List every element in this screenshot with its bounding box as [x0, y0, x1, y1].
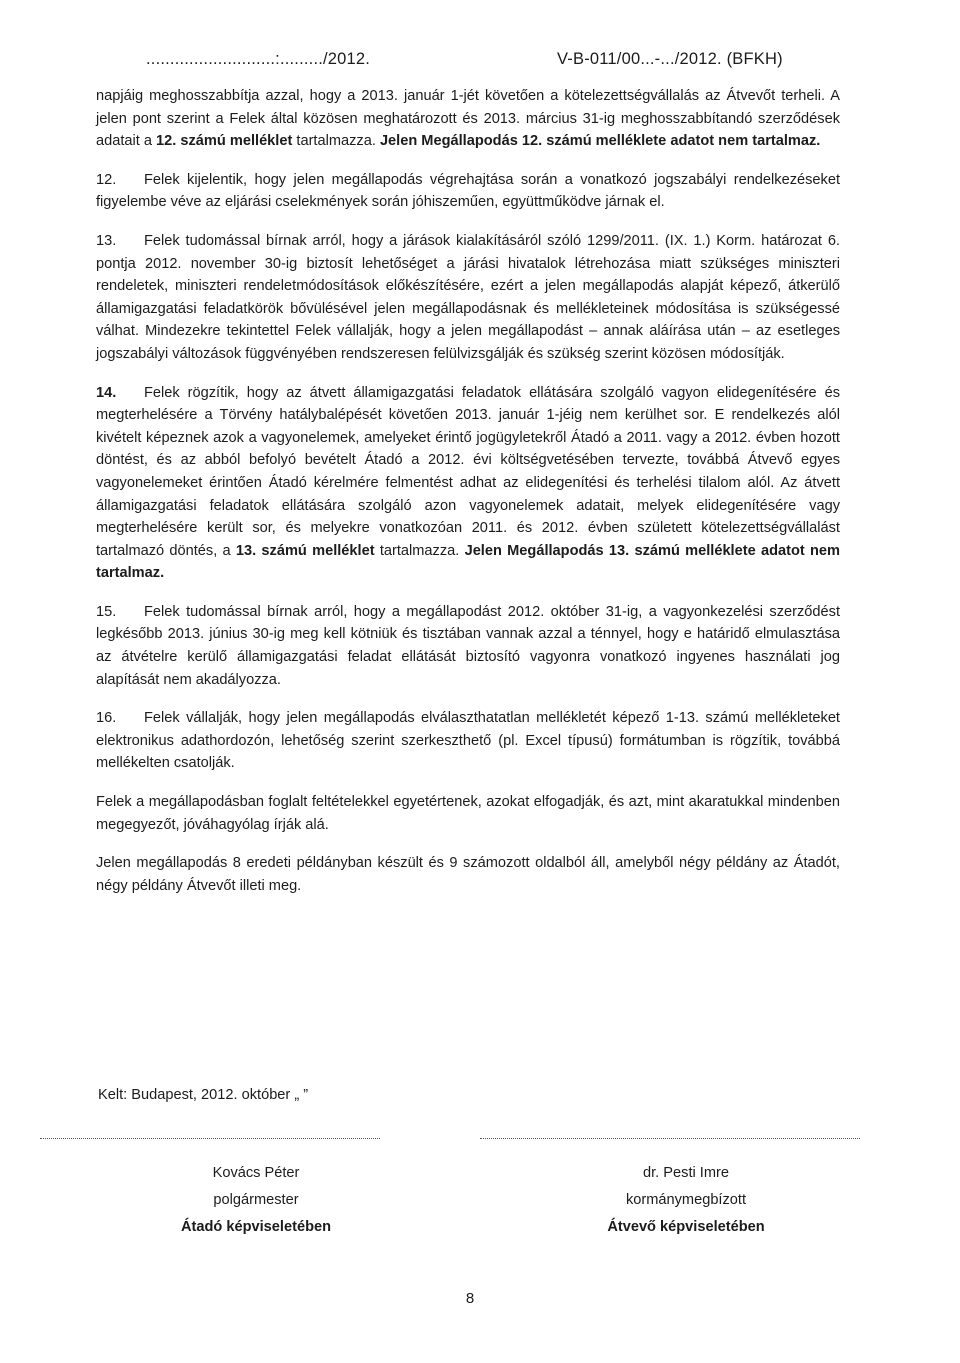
paragraph-number: 16.	[96, 710, 117, 727]
page-number: 8	[465, 1290, 475, 1307]
paragraph-text: tartalmazza.	[374, 542, 465, 559]
document-body	[96, 85, 840, 897]
paragraph-16	[96, 707, 840, 775]
signature-line-right	[480, 1138, 860, 1139]
signatory-party: Átadó képviseletében	[180, 1219, 332, 1235]
signature-line-left	[40, 1138, 380, 1139]
paragraph-13	[96, 230, 840, 366]
paragraph-text: tartalmazza.	[292, 133, 380, 150]
signatory-party: Átvevő képviseletében	[607, 1219, 765, 1235]
paragraph-continuation	[96, 85, 840, 153]
paragraph-text: Felek kijelentik, hogy jelen megállapodás végrehajtása során a vonatkozó jogszabályi rendelkezéseket figyelembe véve az eljárási cselekmények során jóhiszeműen, együttműködve járnak el.	[96, 171, 840, 211]
paragraph-text: Felek vállalják, hogy jelen megállapodás elválaszthatatlan mellékletét képező 1-13. számú mellékleteket elektronikus adathordozón, lehetőség szerint szerkeszthető (pl. Excel típusú) formátumban is rögzítik, továbbá mellékelten csatolják.	[96, 710, 840, 772]
paragraph-number: 15.	[96, 603, 117, 620]
bold-note: Jelen Megállapodás 13. számú melléklete adatot nem tartalmaz.	[96, 542, 840, 582]
paragraph-text: Felek tudomással bírnak arról, hogy a megállapodást 2012. október 31-ig, a vagyonkezelési szerződést legkésőbb 2013. június 30-ig meg kell kötniük és tisztában vannak azzal a ténnyel, hogy e határidő elmulasztása az átvételre kerülő államigazgatási feladat ellátását biztosító vagyonra vonatkozó ingyenes használati jog alapítását nem akadályozza.	[96, 603, 840, 688]
paragraph-agreement: Felek a megállapodásban foglalt feltételekkel egyetértenek, azokat elfogadják, és azt, mint akaratukkal mindenben megegyezőt, jóváhagyólag írják alá.	[96, 794, 840, 833]
bold-reference: 12. számú melléklet	[156, 133, 293, 150]
paragraph-14	[96, 382, 840, 585]
signatory-name: Kovács Péter	[212, 1165, 300, 1181]
paragraph-number: 13.	[96, 232, 117, 249]
paragraph-copies: Jelen megállapodás 8 eredeti példányban készült és 9 számozott oldalból áll, amelyből négy példány az Átadót, négy példány Átvevőt illeti meg.	[96, 855, 840, 894]
paragraph-text: Felek rögzítik, hogy az átvett államigazgatási feladatok ellátására szolgáló vagyon elidegenítésére és megterhelésére a Törvény hatálybalépését követően 2013. január 1-jéig nem kerülhet sor. E rendelkezés alól kivételt képeznek azok a vagyonelemek, amelyeket érintő jogügyletekről Átadó a 2011. vagy a 2012. évben hozott döntést, és az abból befolyó bevételt Átadó a 2012. évi költségvetésében tervezte, továbbá Átvevő egyes vagyonelemeket érintően Átadó kérelmére felmentést adhat az elidegenítési és terhelési tilalom alól. Az átvett államigazgatási feladatok ellátására szolgáló azon vagyonelemek adatait, melyek elidegenítésére vagy megterhelésére került sor, és melyekre vonatkozóan 2011. és 2012. évben született kötelezettségvállalást tartalmazó döntés, a	[96, 384, 840, 559]
header-reference-right: V-B-011/00...-.../2012. (BFKH)	[557, 50, 783, 68]
paragraph-number: 12.	[96, 171, 117, 188]
signatory-name: dr. Pesti Imre	[643, 1165, 729, 1181]
date-place-line: Kelt: Budapest, 2012. október „ ”	[98, 1087, 309, 1103]
paragraph-12	[96, 169, 840, 214]
paragraph-15	[96, 601, 840, 691]
signature-block-right	[536, 1160, 836, 1241]
paragraph-number: 14.	[96, 384, 117, 401]
bold-note: Jelen Megállapodás 12. számú melléklete adatot nem tartalmaz.	[379, 133, 821, 150]
paragraph-text: Felek tudomással bírnak arról, hogy a járások kialakításáról szóló 1299/2011. (IX. 1.) Korm. határozat 6. pontja 2012. november 30-ig biztosít lehetőséget a járási hivatalok létrehozása miatt szükséges miniszteri rendeletek, miniszteri rendeletmódosítások előkészítésére, ezért a jelen megállapodás alapját képező, átkerülő államigazgatási feladatkörök bővülésével jelen megállapodásnak és mellékleteinek módosítása is szükségessé válhat. Mindezekre tekintettel Felek vállalják, hogy a jelen megállapodást – annak aláírása után – az esetleges jogszabályi változások függvényében rendszeresen felülvizsgálják és szükség szerint közösen módosítják.	[96, 232, 840, 362]
signatory-role: polgármester	[213, 1192, 299, 1208]
signatory-role: kormánymegbízott	[625, 1192, 747, 1208]
paragraph-text: napjáig meghosszabbítja azzal, hogy a 2013. január 1-jét követően a kötelezettségvállalás az Átvevőt terheli. A jelen pont szerint a Felek által közösen meghatározott és 2013. március 31-ig meghosszabbítandó szerződések adatait a	[96, 88, 840, 150]
header-reference-left: ...........................:........./2012.	[146, 50, 371, 68]
signature-block-left	[106, 1160, 406, 1241]
bold-reference: 13. számú melléklet	[235, 542, 375, 559]
